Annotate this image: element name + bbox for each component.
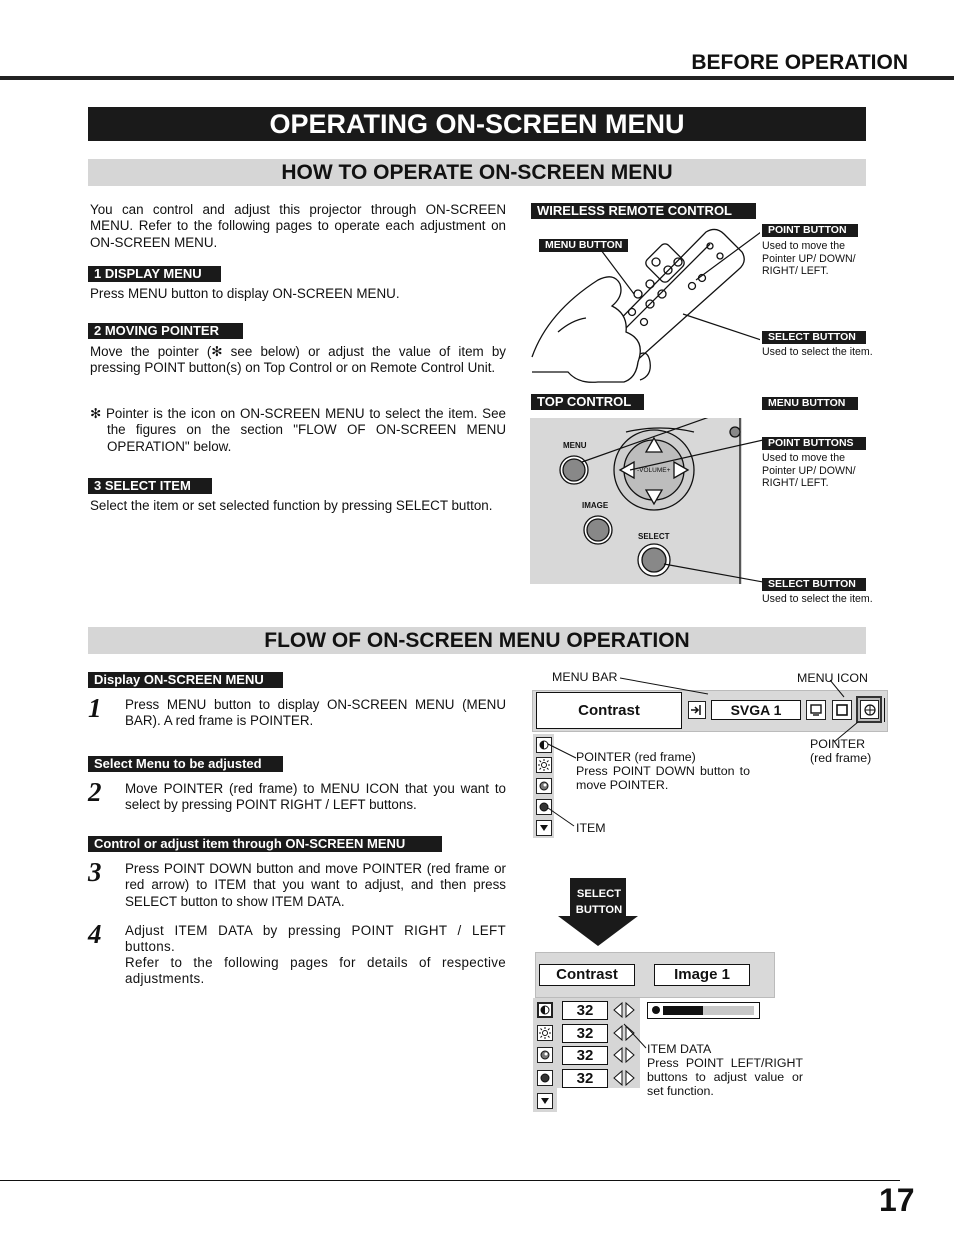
step-text-display-menu: Press MENU button to display ON-SCREEN MENU. <box>90 286 400 301</box>
top-menu-button-label: MENU BUTTON <box>762 397 858 410</box>
pointer-desc: Press POINT DOWN button to move POINTER. <box>576 764 750 792</box>
top-select-button-label: SELECT BUTTON <box>762 578 866 591</box>
top-point-desc: Used to move the Pointer UP/ DOWN/ RIGHT/ LEFT. <box>762 452 856 490</box>
page-title: OPERATING ON-SCREEN MENU <box>88 107 866 141</box>
item-annotation: ITEM <box>576 821 606 835</box>
item-data-contrast-box: Contrast <box>539 964 635 986</box>
step-text-moving-pointer: Move the pointer (✻ see below) or adjust the value of item by pressing POINT button(s) on Top Control or on Remote Control Unit. <box>90 344 506 376</box>
menu-icon-annotation: MENU ICON <box>797 671 868 685</box>
item-data-down-arrow-icon <box>537 1093 553 1109</box>
item-data-image-box: Image 1 <box>654 964 750 986</box>
select-button-arrow-label: SELECT BUTTON <box>575 888 623 916</box>
pointer-desc-title: POINTER (red frame) <box>576 750 696 764</box>
footer-rule <box>0 1180 900 1181</box>
item-data-brightness-icon <box>537 1025 553 1041</box>
page-number: 17 <box>879 1182 915 1218</box>
panel-volume-text: -VOLUME+ <box>637 467 671 474</box>
panel-image-text: IMAGE <box>582 501 609 510</box>
pointer-note: ✻ Pointer is the icon on ON-SCREEN MENU to select the item. See the figures on the section "FLOW OF ON-SCREEN MENU OPERATION" below. <box>90 406 506 454</box>
step-label-display-menu: 1 DISPLAY MENU <box>88 266 221 282</box>
item-value-1: 32 <box>562 1001 608 1020</box>
flow-step-3-text: Press POINT DOWN button and move POINTER (red frame or red arrow) to ITEM that you want to adjust, and then press SELECT button to show ITEM DATA. <box>125 861 506 909</box>
flow-step-4-text-a: Adjust ITEM DATA by pressing POINT RIGHT / LEFT buttons. <box>125 923 506 955</box>
header-rule <box>0 76 954 80</box>
step-label-select-item: 3 SELECT ITEM <box>88 478 212 494</box>
diagram-leader-lines <box>530 660 890 840</box>
item-data-title: ITEM DATA <box>647 1042 712 1056</box>
panel-select-text: SELECT <box>638 532 670 541</box>
pointer-annotation: POINTER (red frame) <box>810 737 872 765</box>
step-text-select-item: Select the item or set selected function by pressing SELECT button. <box>90 498 493 513</box>
top-point-buttons-label: POINT BUTTONS <box>762 437 866 450</box>
menu-bar-annotation: MENU BAR <box>552 670 618 684</box>
remote-select-button-label: SELECT BUTTON <box>762 331 866 344</box>
item-value-2: 32 <box>562 1024 608 1043</box>
item-data-contrast-icon <box>537 1002 553 1018</box>
flow-control-label: Control or adjust item through ON-SCREEN MENU <box>88 836 442 852</box>
remote-control-illustration <box>528 222 760 388</box>
slider-fill <box>663 1006 703 1015</box>
top-select-desc: Used to select the item. <box>762 593 873 605</box>
item-data-tint-icon <box>537 1070 553 1086</box>
remote-title: WIRELESS REMOTE CONTROL <box>531 203 756 219</box>
step-label-moving-pointer: 2 MOVING POINTER <box>88 323 243 339</box>
remote-menu-button-label: MENU BUTTON <box>539 239 628 252</box>
flow-display-label: Display ON-SCREEN MENU <box>88 672 283 688</box>
item-data-leader-line <box>620 1020 650 1050</box>
flow-select-label: Select Menu to be adjusted <box>88 756 283 772</box>
remote-select-desc: Used to select the item. <box>762 346 873 358</box>
menu-bar-contrast-box: Contrast <box>536 692 682 729</box>
item-value-3: 32 <box>562 1046 608 1065</box>
remote-point-desc: Used to move the Pointer UP/ DOWN/ RIGHT/ LEFT. <box>762 240 856 278</box>
item-data-desc: Press POINT LEFT/RIGHT buttons to adjust value or set function. <box>647 1056 803 1098</box>
remote-point-button-label: POINT BUTTON <box>762 224 858 237</box>
menu-bar-svga-box: SVGA 1 <box>711 700 801 720</box>
panel-menu-text: MENU <box>563 441 587 450</box>
flow-step-4-text-b: Refer to the following pages for details of respective adjustments. <box>125 955 506 987</box>
intro-text: You can control and adjust this projector through ON-SCREEN MENU. Refer to the following pages to operate each adjustment on ON-SCREEN MENU. <box>90 202 506 250</box>
flow-step-1-number: 1 <box>88 693 102 723</box>
flow-step-4-number: 4 <box>88 919 102 949</box>
how-to-heading: HOW TO OPERATE ON-SCREEN MENU <box>88 159 866 186</box>
flow-step-3-number: 3 <box>88 857 102 887</box>
item-value-4: 32 <box>562 1069 608 1088</box>
slider-dot-icon <box>652 1006 660 1014</box>
flow-step-1-text: Press MENU button to display ON-SCREEN MENU (MENU BAR). A red frame is POINTER. <box>125 697 506 729</box>
flow-step-2-number: 2 <box>88 777 102 807</box>
slider-track <box>703 1006 754 1015</box>
top-control-title: TOP CONTROL <box>531 394 644 410</box>
item-data-color-icon <box>537 1047 553 1063</box>
flow-heading: FLOW OF ON-SCREEN MENU OPERATION <box>88 627 866 654</box>
section-title: BEFORE OPERATION <box>691 51 908 74</box>
flow-step-2-text: Move POINTER (red frame) to MENU ICON that you want to select by pressing POINT RIGHT / LEFT buttons. <box>125 781 506 813</box>
